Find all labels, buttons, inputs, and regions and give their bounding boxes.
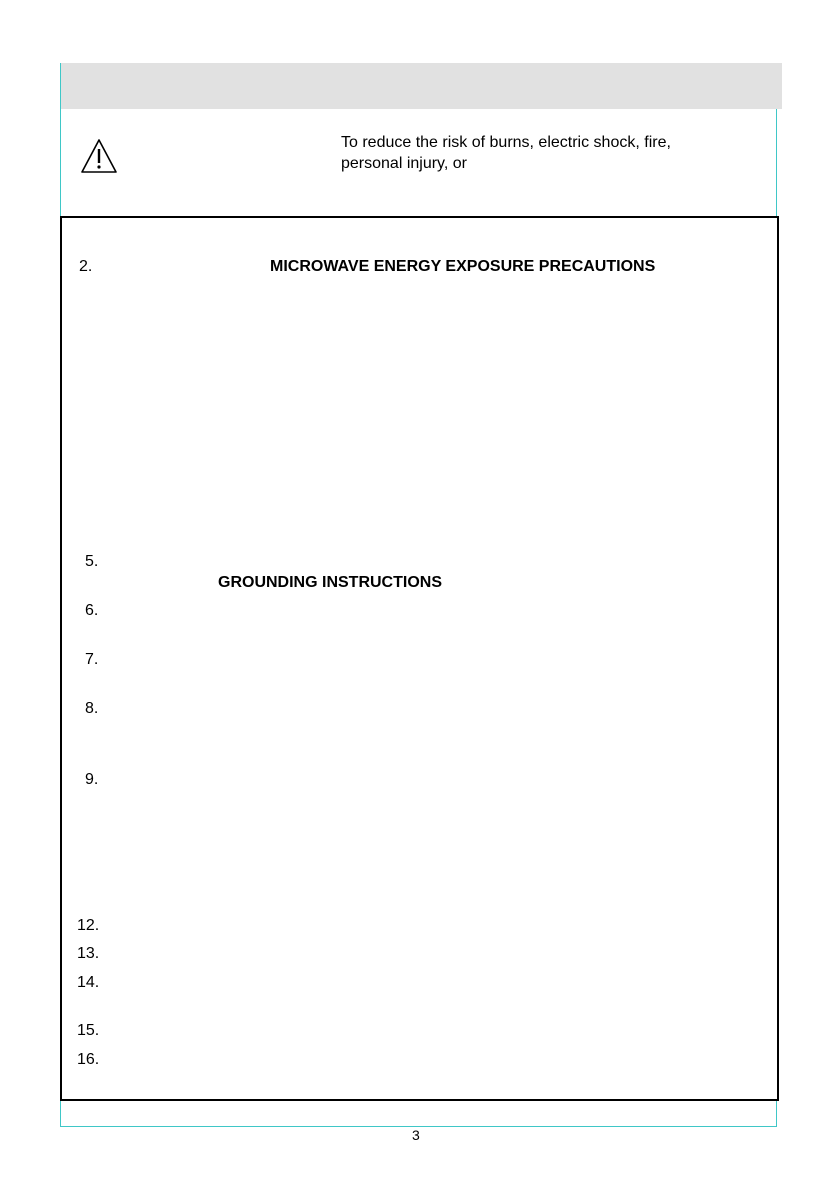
item-number-9: 9. bbox=[85, 771, 99, 788]
warning-text-line-1: To reduce the risk of burns, electric shock, fire, bbox=[341, 134, 671, 151]
microwave-precautions-heading: MICROWAVE ENERGY EXPOSURE PRECAUTIONS bbox=[270, 258, 656, 275]
item-number-12: 12. bbox=[77, 917, 100, 934]
item-number-7: 7. bbox=[85, 651, 99, 668]
item-number-8: 8. bbox=[85, 700, 99, 717]
header-bar bbox=[61, 63, 782, 109]
warning-triangle-icon bbox=[80, 138, 118, 174]
warning-text-line-2: personal injury, or bbox=[341, 155, 467, 172]
item-number-2: 2. bbox=[79, 258, 93, 275]
page-number: 3 bbox=[412, 1127, 420, 1143]
instructions-box bbox=[60, 216, 779, 1101]
item-number-13: 13. bbox=[77, 945, 100, 962]
item-number-16: 16. bbox=[77, 1051, 100, 1068]
item-number-5: 5. bbox=[85, 553, 99, 570]
item-number-6: 6. bbox=[85, 602, 99, 619]
item-number-14: 14. bbox=[77, 974, 100, 991]
grounding-instructions-heading: GROUNDING INSTRUCTIONS bbox=[218, 574, 442, 591]
item-number-15: 15. bbox=[77, 1022, 100, 1039]
